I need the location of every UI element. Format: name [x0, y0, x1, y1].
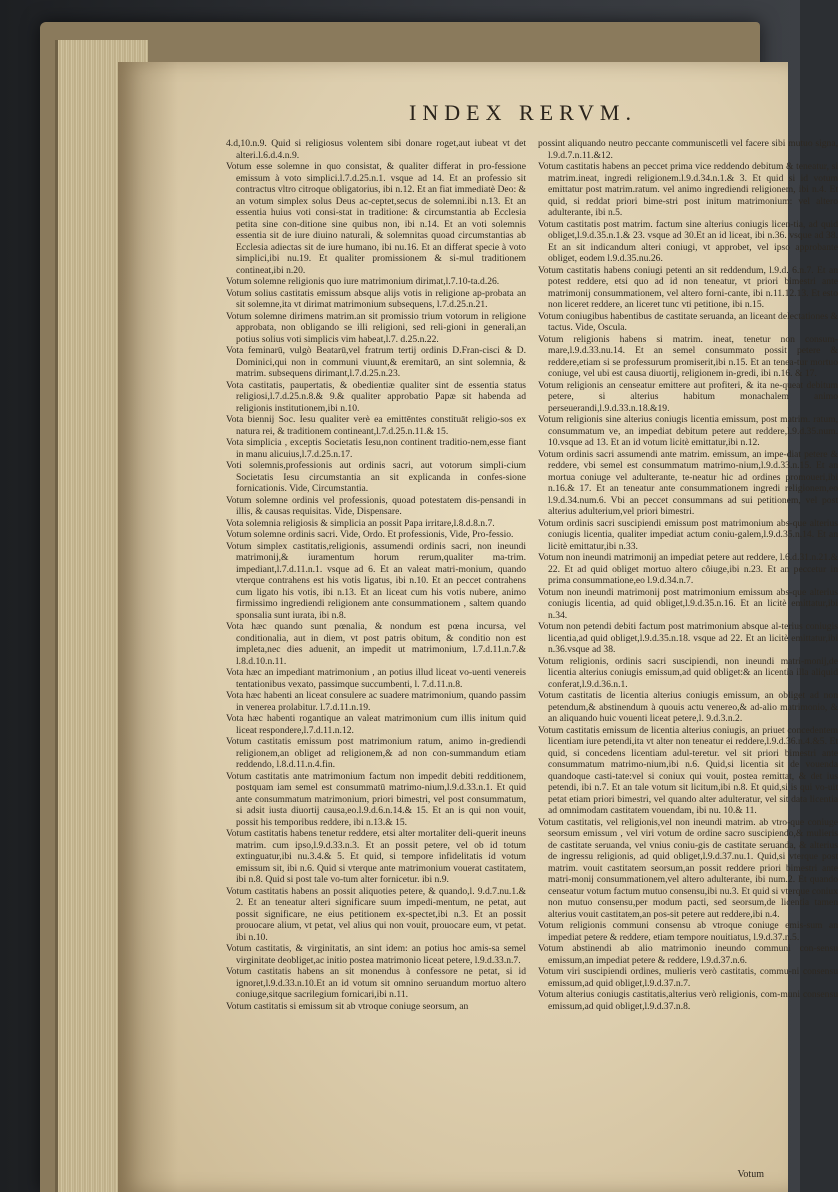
index-entry: Vota hæc habenti rogantique an valeat matrimonium cum illis initum quid liceat respondere,l.7.d.11.n.12.: [226, 713, 526, 736]
index-entry: Votum abstinendi ab alio matrimonio ineundo communi con-sensu emissum,an impediat petere & reddere, l.9.d.37.n.6.: [538, 943, 838, 966]
index-entry: Votum solemne religionis quo iure matrimonium dirimat,l.7.10-ta.d.26.: [226, 276, 500, 287]
index-entry: 4.d,10.n.9. Quid si religiosus volentem sibi donare roget,aut iubeat vt det alteri.l.6.d.4.n.9.: [226, 138, 526, 161]
index-entry: Votum non ineundi matrimonij an impediat petere aut reddere, l.6.d.31.n.21.& 22. Et ad quid obliget mortuo altero côiuge,ibi n.23. Et an peccetur in prima consummatione,eo l.9.d.34.n.7.: [538, 552, 838, 586]
book-page: [118, 62, 838, 1192]
index-entry: Votum castitatis habens tenetur reddere, etsi alter mortaliter deli-querit ineuns matrim. cum ipso,l.9.d.33.n.3. Et an possit petere, vel ob id totum extinguatur,ibi nu.3.4.& 5. Et quid, si tempore infidelitatis id votum emissum sit, ibi n.6. Quid si vterque ante matrimonium vouerat castitatem, ibi n.8. Quid si post tale vo-tum alter fornicetur. ibi n.9.: [226, 828, 526, 885]
right-column: [538, 138, 838, 1012]
index-entry: Votum castitatis habens an possit aliquoties petere, & quando,l. 9.d.7.nu.1.& 2. Et an teneatur alteri significare suum impedi-mentum, ne petat, aut possit significare, ne eius petitionem ex-spectet,ibi n.3. Et an possit prouocare alium, vt petat, vel alius qui non vouit, prouocare eum, vt petat. ibi n.10.: [226, 885, 526, 943]
index-entry: Votum castitatis de licentia alterius coniugis emissum, an obliget ad non petendum,& abstinendum à quouis actu venereo,& ad-alio matrimonio, & an aliquando huic vouenti liceat petere,l. 9.d.3.n.2.: [538, 690, 838, 724]
index-entry: Votum non petendi debiti factum post matrimonium absque al-terius coniugis licentia,ad quid obliget,l.9.d.35.n.18. vsque ad 22. Et an licitè emittatur,ibi n.36.vsque ad 38.: [538, 621, 838, 655]
index-entry: Votum simplex castitatis,religionis, assumendi ordinis sacri, non ineundi matrimonij,& iuramentum horum rerum,qualiter ma-trim. impediant,l.7.d.11.n.1. vsque ad 6. Et an valeat matri-monium, quando vterque contrahens est his votis ligatus, ibi n.10. Et an peccet contrahens cum ligato his votis, ibi n.13. Et an liceat cum his votis nubere, animo firmissimo ingrediendi religionem ante consummationem , saltem quando sponsalia sunt iurata, ibi n.8.: [226, 540, 526, 621]
index-entry: Votum religionis communi consensu ab vtroque coniuge emis-sum an impediat petere & reddere, etiam tempore nouitiatus, l.9.d.37.n.5.: [538, 920, 838, 943]
index-entry: Votum castitatis, & virginitatis, an sint idem: an potius hoc amis-sa semel virginitate deobliget,ac initio postea matrimonio liceat petere, l.9.d.33.n.7.: [226, 943, 526, 966]
index-entry: Votum castitatis habens an peccet prima vice reddendo debitum & teneatur, si matrim.ineat, ingredi religionem.l.9.d.34.n.1.& 3. Et quid si id votum emittatur post matrim.ratum. vel animo ingrediendi religionem, ibi n.4. Et quid, si reddat priori bime-stri post initum matrimonium: vel altero adulterante, ibi n.5.: [538, 161, 838, 218]
index-entry: Votum religionis an censeatur emittere aut profiteri, & ita ne-queat debitum petere, si alterius habitum monachalem animo perseuerandi,l.9.d.33.n.18.&19.: [538, 379, 838, 414]
index-entry: possint aliquando neutro peccante communiscetli vel facere sibi mutuo signa, l.9.d.7.n.11.&12.: [538, 138, 838, 161]
index-entry: Vota feminarū, vulgò Beatarū,vel fratrum tertij ordinis D.Fran-cisci & D. Dominici,qui non in communi viuunt,& eremitarū, an sint solemnia, & matrim. subsequens dirimant,l.7.d.25.n.23.: [226, 345, 526, 379]
index-entry: Votum castitatis post matrim. factum sine alterius coniugis licen-tia, ad quid obliget,l.9.d.35.n.1.& 23. vsque ad 30.Et an id liceat, ibi n.36. vsque ad 38. Et an sit indicandum alteri coniugi, vt approbet, vel ipso approbante obliget, eodem l.9.d.35.nu.26.: [538, 218, 838, 264]
index-entry: Vota simplicia , exceptis Societatis Iesu,non continent traditio-nem,esse fiant in manu alicuius,l.7.d.25.n.17.: [226, 437, 526, 460]
left-column: [226, 138, 526, 1012]
catchword: Votum: [737, 1169, 764, 1180]
index-entry: Vota hæc an impediant matrimonium , an potius illud liceat vo-uenti venereis tentationibus vexato, passimque succumbenti, l. 7.d.11.n.8.: [226, 667, 526, 690]
index-entry: Voti solemnis,professionis aut ordinis sacri, aut votorum simpli-cium Societatis Iesu circumstantia an sit explicanda in confes-sione fornicationis. Vide, Circumstantia.: [226, 460, 526, 494]
index-entry: Votum coniugibus habentibus de castitate seruanda, an liceant delectationes & tactus. Vide, Oscula.: [538, 310, 838, 333]
index-entry: Vota hæc habenti an liceat consulere ac suadere matrimonium, quando passim in venerea prolabitur. l.7.d.11.n.19.: [226, 690, 526, 713]
index-entry: Votum solemne dirimens matrim.an sit promissio trium votorum in religione approbata, non obligando se illi religioni, sed reli-gioni in generali,an potius solius voti simplicis vim habeat,l.7. d.25.n.22.: [226, 310, 526, 345]
index-entry: Votum castitatis ante matrimonium factum non impedit debiti redditionem, postquam iam semel est consummatū matrimo-nium,l.9.d.33.n.1. Et quid ante consummatum matrimonium, priori bimestri, vel post consummatum, si adsit iusta diuortij causa,eo.l.9.d.6.n.14.& 15. Et an is qui non vouit, possit his temporibus reddere, ibi n.13.& 15.: [226, 770, 526, 828]
index-entry: Votum non ineundi matrimonij post matrimonium emissum abs-que alterius coniugis licentia, ad quid obliget,l.9.d.35.n.16. Et an licitè emittatur,ibi n.34.: [538, 586, 838, 621]
index-entry: Votum castitatis emissum de licentia alterius coniugis, an priuet concedentem licentiam iure petendi,ita vt alter non teneatur ei reddere,l.9.d.36.n.4.&5. Et quid, si concedens licentiam adul-teretur. vel sit priori bimestri ante consummatum matrimo-nium,ibi n.6. Quid,si licentia sit de vouenda quandoque casti-tate:vel si coniux qui vouit, postea remittat, & det ius petendi, ibi n.7. Et an tale votum sit licitum,ibi n.8. Et quid,si is qui vo-uit petat etiam priori bimestri, vel quando alter adulteratur, vel sit data licentia ad omnimodam castitatem vouendam, ibi nu. 10.& 11.: [538, 724, 838, 816]
index-entry: Votum esse solemne in quo consistat, & qualiter differat in pro-fessione emissum à voto simplici.l.7.d.25.n.1. vsque ad 14. Et an professio sit contractus vltro citroque obligatorius, ibi n.12. Et an fiat immediatè Deo: & an votum simplex solus Deus ac-ceptet,secus de solemni.ibi n.13. Et an essentia huius voti consi-stat in traditione: & circumstantia ab Ecclesia petita sine con-ditione sine quibus non, ibi n.14. Et an voti solemnis essentia sit de iure diuino naturali, & solemnitas quoad circumstantias ab Ecclesia adiectas sit de iure humano, ibi nu.16. Et an differat specie à voto simplici,ibi nu.19. Et qualiter promissionem & si-mul traditionem contineat,ibi n.20.: [226, 161, 526, 276]
index-entry: Votum solemne ordinis sacri. Vide, Ordo. Et professionis, Vide, Pro-fessio.: [226, 529, 514, 540]
page-header: INDEX RERVM.: [409, 100, 637, 125]
index-entry: Votum ordinis sacri suscipiendi emissum post matrimonium abs-que alterius coniugis licentia, qualiter impediat actum coniu-galem,l.9.d.35.n.14. Et an licitè emittatur,ibi n.33.: [538, 517, 838, 552]
index-entry: Votum viri suscipiendi ordines, mulieris verò castitatis, commu-ni consensu emissum,ad quid obliget,l.9.d.37.n.7.: [538, 966, 838, 989]
index-entry: Vota hæc quando sunt pœnalia, & nondum est pœna incursa, vel conditionalia, aut in diem, vt post patris obitum, & conditio non est impleta,nec dies aduenit, an impedit ut matrimonium, l.7.d.11.n.7.& l.8.d.10.n.11.: [226, 621, 526, 667]
index-entry: Votum solemne ordinis vel professionis, quoad potestatem dis-pensandi in illis, & causas requisitas. Vide, Dispensare.: [226, 494, 526, 517]
index-entry: Votum castitatis emissum post matrimonium ratum, animo in-grediendi religionem,an obliget ad religionem,& ad non con-summandum etiam reddendo, l.8.d.11.n.4.fin.: [226, 736, 526, 770]
index-entry: Vota castitatis, paupertatis, & obedientiæ qualiter sint de essentia status religiosi,l.7.d.25.n.8.& 9.& qualiter approbatio Papæ sit habenda ad religionis institutionem,ibi n.10.: [226, 379, 526, 414]
index-entry: Votum ordinis sacri assumendi ante matrim. emissum, an impe-diat petere & reddere, vbi semel est consummatum matrimo-nium,l.9.d.33.n.15. Et an mortua coniuge vel adulterante, te-neatur hic ad ordines promoueri,ibi n.16.& 17. Et an teneatur ante consummationem ingredi religionem,eo l.9.d.34.num.6. Vbi an peccet consummans ad sui petitionem, vel post alterius adulterium,vel priori bimestri.: [538, 448, 838, 517]
index-entry: Vota solemnia religiosis & simplicia an possit Papa irritare,l.8.d.8.n.7.: [226, 517, 495, 529]
index-entry: Votum religionis sine alterius coniugis licentia emissum, post matrim. ratum, consummatum ve, an impediat debitum petere aut reddere,l.9.d.35.num. 10.vsque ad 13. Et an id votum licitè emittatur,ibi n.12.: [538, 414, 838, 448]
index-entry: Votum alterius coniugis castitatis,alterius verò religionis, com-muni consensu emissum,ad quid obliget,l.9.d.37.n.8.: [538, 989, 838, 1012]
index-entry: Votum religionis, ordinis sacri suscipiendi, non ineundi matri-monij,de licentia alterius coniugis emissum,ad quid obliget:& an licentia illa aliquid conferat,l.9.d.36.n.1.: [538, 655, 838, 690]
index-entry: Votum castitatis habens coniugi petenti an sit reddendum, l.9.d. 6.n.7. Et an potest reddere, etsi quo ad id non teneatur, vt priori bimestri ante matrimonij consummationem, vel altero forni-cante, ibi n.11.12.13. Et esto non liceret reddere, an liceret tunc vti petitione, ibi n.15.: [538, 264, 838, 310]
index-entry: Votum solius castitatis emissum absque alijs votis in religione ap-probata an sit solemne,ita vt dirimat matrimonium subsequens, l.7.d.25.n.21.: [226, 287, 526, 310]
index-entry: Vota biennij Soc. Iesu qualiter verè ea emittēntes constituāt religio-sos ex natura rei, & traditionem contineant,l.7.d.25.n.11.& 15.: [226, 414, 526, 437]
index-entry: Votum religionis habens si matrim. ineat, tenetur non consum-mare,l.9.d.33.nu.14. Et an semel consummato possit petere & reddere,etiam si se professurum promiserit,ibi n.15. Et an tenea-tur mortuo coniuge, vel ubi est causa diuortij, religionem in-gredi, ibi n.16. & 17.: [538, 333, 838, 379]
index-entry: Votum castitatis si emissum sit ab vtroque coniuge seorsum, an: [226, 1000, 469, 1012]
gutter-shadow: [118, 62, 178, 1192]
index-entry: Votum castitatis habens an sit monendus à confessore ne petat, si id ignoret,l.9.d.33.n.10.Et an id votum sit omnino seruandum mortuo altero coniuge,sitque sacrilegium fornicari,ibi n.11.: [226, 966, 526, 1000]
index-entry: Votum castitatis, vel religionis,vel non ineundi matrim. ab vtro-que coniuge seorsum emissum , vel viri votum de ordine sacro suscipiendo,& mulieris de castitate seruanda, vel vnius coniu-gis de castitate seruanda, & alterius de ingressu religionis, ad quid obliget,l.9.d.37.nu.1. Quid,si vterque post matrim. vouit castitatem seorsum,an possit reddere priori bimestri ante matri-monij consummationem,vel altero adulterante, ibi num.2. Et quando censeatur votum factum mutuo consensu,ibi nu.3. Et quid si vterque coniux non mutuo consensu,per modum pacti, sed seorsum,de licentia tamen alterius vouit castitatem,an pos-sit petere aut reddere,ibi n.4.: [538, 816, 838, 920]
